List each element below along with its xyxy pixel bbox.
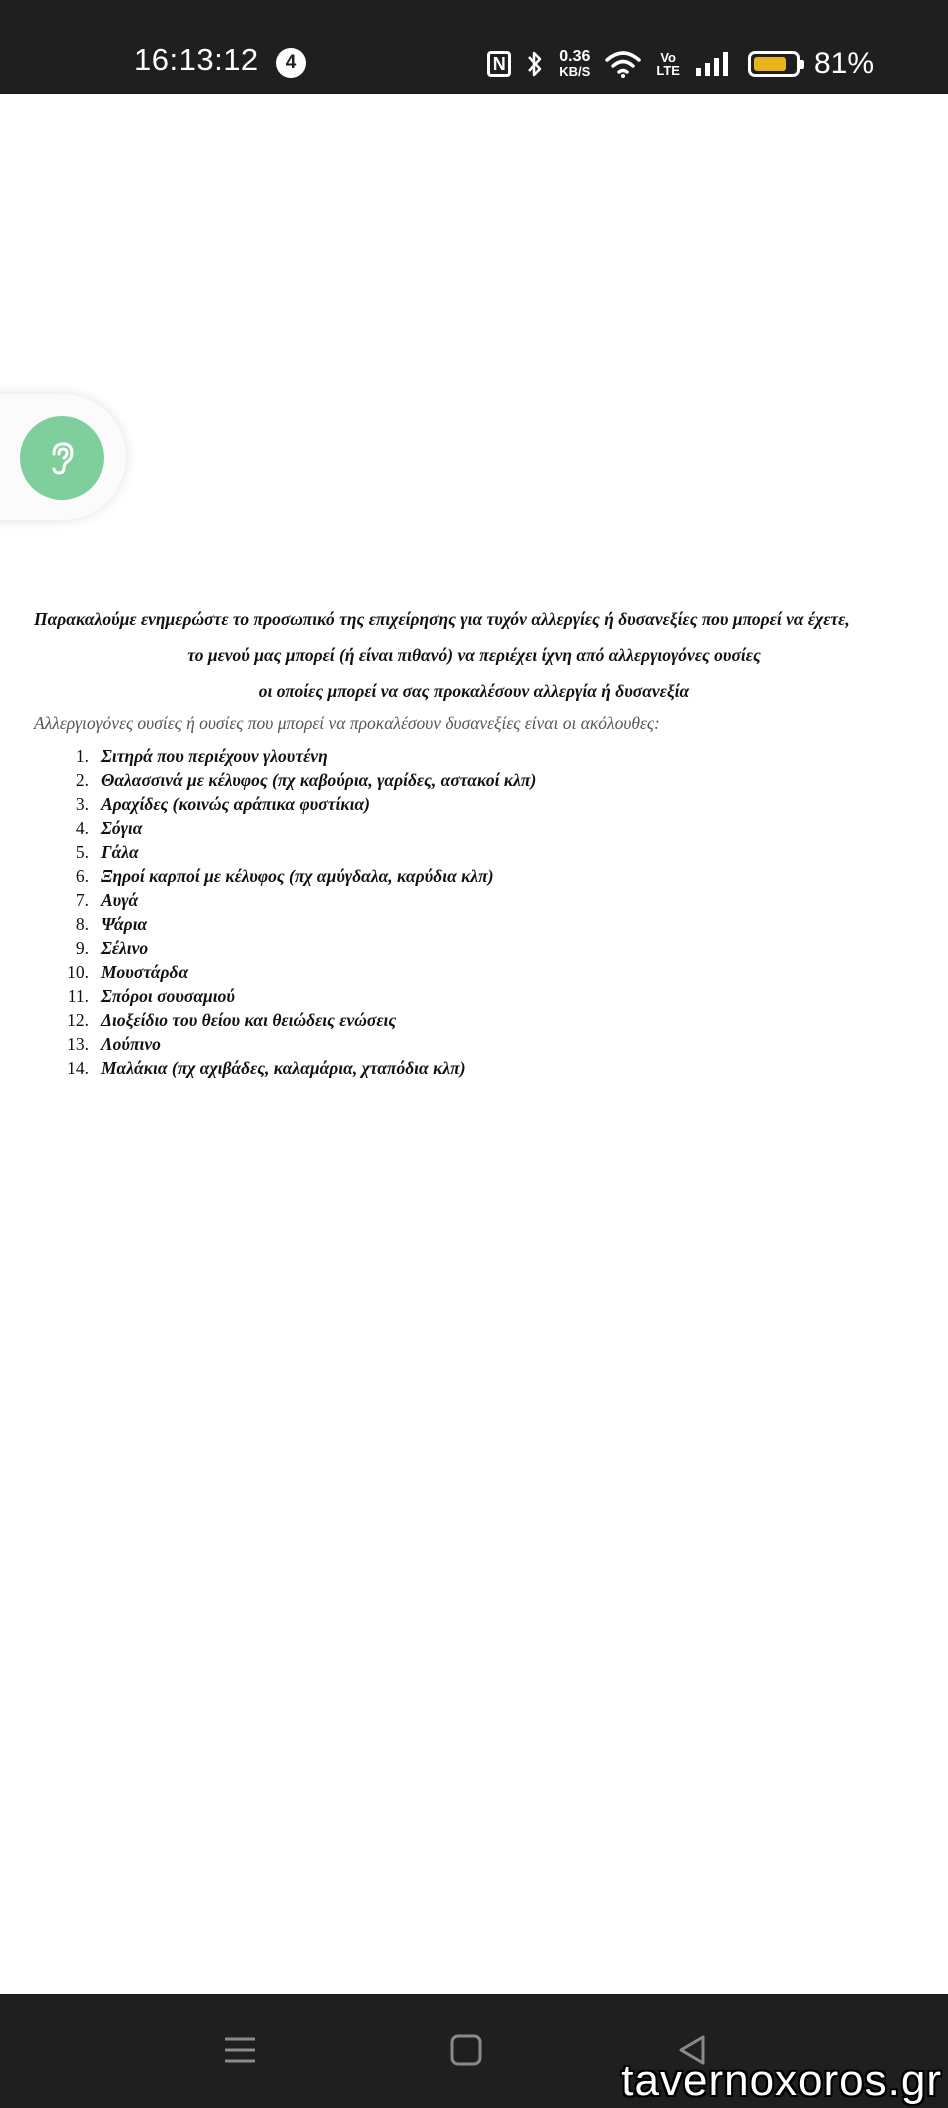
list-item: 14. Μαλάκια (πχ αχιβάδες, καλαμάρια, χταπόδια κλπ) bbox=[67, 1058, 466, 1078]
list-item: 13. Λούπινο bbox=[67, 1034, 161, 1054]
list-item: 12. Διοξείδιο του θείου και θειώδεις ενώσεις bbox=[67, 1010, 397, 1030]
nfc-icon: N bbox=[487, 51, 511, 77]
status-clock: 16:13:12 bbox=[134, 42, 259, 77]
list-item: 2. Θαλασσινά με κέλυφος (πχ καβούρια, γαρίδες, αστακοί κλπ) bbox=[75, 770, 537, 790]
allergen-list bbox=[34, 744, 914, 1080]
volte-indicator bbox=[656, 51, 680, 77]
home-square-icon bbox=[449, 2033, 483, 2067]
allergen-list-heading: Αλλεργιογόνες ουσίες ή ουσίες που μπορεί να προκαλέσουν δυσανεξίες είναι οι ακόλουθες: bbox=[34, 713, 660, 733]
list-item: 9. Σέλινο bbox=[75, 938, 149, 958]
menu-icon bbox=[223, 2033, 257, 2067]
volte-bottom: LTE bbox=[656, 63, 680, 78]
watermark: tavernoxoros.gr bbox=[621, 2056, 942, 2105]
intro-text: Παρακαλούμε ενημερώστε το προσωπικό της επιχείρησης για τυχόν αλλεργίες ή δυσανεξίες που μπορεί να έχετε, bbox=[34, 609, 850, 629]
reaction-warning-text: οι οποίες μπορεί να σας προκαλέσουν αλλεργία ή δυσανεξία bbox=[258, 681, 690, 701]
list-item: 8. Ψάρια bbox=[75, 914, 148, 934]
list-item: 11. Σπόροι σουσαμιού bbox=[67, 986, 235, 1006]
network-speed bbox=[559, 49, 590, 79]
list-item: 7. Αυγά bbox=[75, 890, 139, 910]
network-speed-unit: KB/S bbox=[559, 64, 591, 79]
battery-icon bbox=[748, 51, 800, 77]
list-item: 4. Σόγια bbox=[75, 818, 143, 838]
battery-level-fill bbox=[754, 57, 786, 71]
signal-icon bbox=[694, 50, 734, 78]
navigation-bar bbox=[0, 1994, 948, 2108]
home-button[interactable] bbox=[446, 2030, 486, 2070]
menu-traces-text: το μενού μας μπορεί (ή είναι πιθανό) να περιέχει ίχνη από αλλεργιογόνες ουσίες bbox=[187, 645, 761, 665]
list-item: 10. Μουστάρδα bbox=[67, 962, 189, 982]
list-item: 6. Ξηροί καρποί με κέλυφος (πχ αμύγδαλα, καρύδια κλπ) bbox=[75, 866, 494, 886]
wifi-icon bbox=[604, 49, 642, 79]
ear-icon bbox=[42, 438, 82, 478]
list-item: 1. Σιτηρά που περιέχουν γλουτένη bbox=[75, 746, 328, 766]
accessibility-button[interactable] bbox=[20, 416, 104, 500]
status-bar bbox=[0, 0, 948, 94]
notification-count-badge: 4 bbox=[276, 48, 306, 78]
network-speed-value: 0.36 bbox=[559, 48, 591, 65]
bluetooth-icon bbox=[525, 49, 545, 79]
battery-percent: 81% bbox=[813, 47, 874, 80]
menu-button[interactable] bbox=[220, 2030, 260, 2070]
volte-top: Vo bbox=[660, 50, 676, 65]
list-item: 3. Αραχίδες (κοινώς αράπικα φυστίκια) bbox=[75, 794, 370, 814]
allergen-notice bbox=[34, 606, 914, 1080]
list-item: 5. Γάλα bbox=[75, 842, 139, 862]
